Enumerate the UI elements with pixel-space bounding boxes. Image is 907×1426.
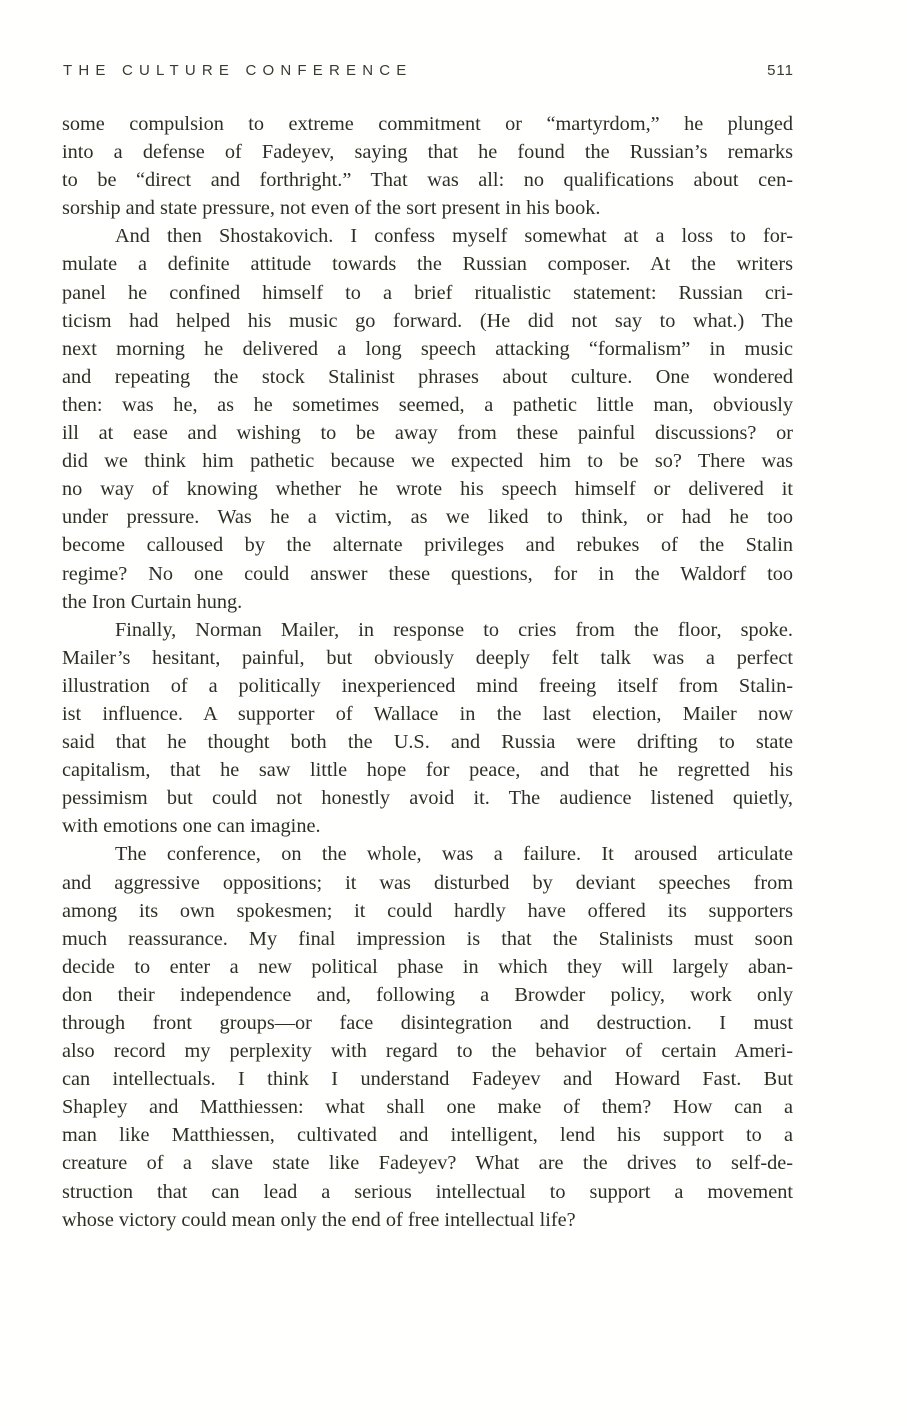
text-line: among its own spokesmen; it could hardly have offered its supporters: [62, 899, 793, 922]
text-line: some compulsion to extreme commitment or “martyrdom,” he plunged: [62, 113, 793, 135]
page-number: 511: [767, 62, 794, 79]
text-line: ist influence. A supporter of Wallace in the last election, Mailer now: [62, 702, 793, 725]
text-line: man like Matthiessen, cultivated and intelligent, lend his support to a: [62, 1124, 793, 1147]
text-line: with emotions one can imagine.: [62, 815, 321, 838]
text-line: then: was he, as he sometimes seemed, a pathetic little man, obviously: [62, 393, 793, 416]
body-text: [62, 110, 793, 1234]
text-line: under pressure. Was he a victim, as we liked to think, or had he too: [62, 506, 793, 529]
text-line: and repeating the stock Stalinist phrases about culture. One wondered: [62, 365, 793, 388]
text-line: Finally, Norman Mailer, in response to cries from the floor, spoke.: [115, 618, 793, 641]
text-line: sorship and state pressure, not even of the sort present in his book.: [62, 197, 601, 220]
paragraph-2: [62, 222, 793, 615]
text-line: pessimism but could not honestly avoid it. The audience listened quietly,: [62, 787, 793, 810]
text-line: to be “direct and forthright.” That was all: no qualifications about cen-: [62, 169, 793, 192]
text-line: become calloused by the alternate privileges and rebukes of the Stalin: [62, 534, 793, 557]
text-line: the Iron Curtain hung.: [62, 590, 243, 613]
paragraph-3: [62, 616, 793, 841]
text-line: Mailer’s hesitant, painful, but obviously deeply felt talk was a perfect: [62, 646, 793, 669]
text-line: illustration of a politically inexperienced mind freeing itself from Stalin-: [62, 674, 793, 697]
text-line: Shapley and Matthiessen: what shall one make of them? How can a: [62, 1096, 793, 1119]
paragraph-4: [62, 840, 793, 1233]
text-line: also record my perplexity with regard to the behavior of certain Ameri-: [62, 1040, 793, 1063]
text-line: regime? No one could answer these questions, for in the Waldorf too: [62, 562, 793, 585]
text-line: And then Shostakovich. I confess myself somewhat at a loss to for-: [115, 225, 793, 248]
text-line: The conference, on the whole, was a failure. It aroused articulate: [115, 843, 793, 866]
text-line: creature of a slave state like Fadeyev? What are the drives to self-de-: [62, 1152, 793, 1175]
text-line: decide to enter a new political phase in which they will largely aban-: [62, 955, 793, 978]
text-line: don their independence and, following a Browder policy, work only: [62, 983, 793, 1006]
text-line: can intellectuals. I think I understand Fadeyev and Howard Fast. But: [62, 1068, 793, 1091]
text-line: and aggressive oppositions; it was disturbed by deviant speeches from: [62, 871, 793, 894]
text-line: no way of knowing whether he wrote his speech himself or delivered it: [62, 478, 793, 501]
text-line: did we think him pathetic because we expected him to be so? There was: [62, 450, 793, 473]
paragraph-1: [62, 110, 793, 222]
text-line: said that he thought both the U.S. and Russia were drifting to state: [62, 731, 793, 754]
text-line: panel he confined himself to a brief ritualistic statement: Russian cri-: [62, 281, 793, 304]
running-head: [63, 62, 794, 86]
text-line: mulate a definite attitude towards the Russian composer. At the writers: [62, 253, 793, 276]
text-line: ill at ease and wishing to be away from these painful discussions? or: [62, 422, 793, 445]
text-line: ticism had helped his music go forward. (He did not say to what.) The: [62, 309, 793, 332]
text-line: much reassurance. My final impression is that the Stalinists must soon: [62, 927, 793, 950]
running-head-title: THE CULTURE CONFERENCE: [63, 62, 413, 79]
text-line: into a defense of Fadeyev, saying that he found the Russian’s remarks: [62, 141, 793, 164]
text-line: next morning he delivered a long speech attacking “formalism” in music: [62, 337, 793, 360]
text-line: capitalism, that he saw little hope for peace, and that he regretted his: [62, 759, 793, 782]
text-line: whose victory could mean only the end of free intellectual life?: [62, 1208, 576, 1231]
text-line: struction that can lead a serious intellectual to support a movement: [62, 1180, 793, 1203]
text-line: through front groups—or face disintegration and destruction. I must: [62, 1012, 793, 1034]
